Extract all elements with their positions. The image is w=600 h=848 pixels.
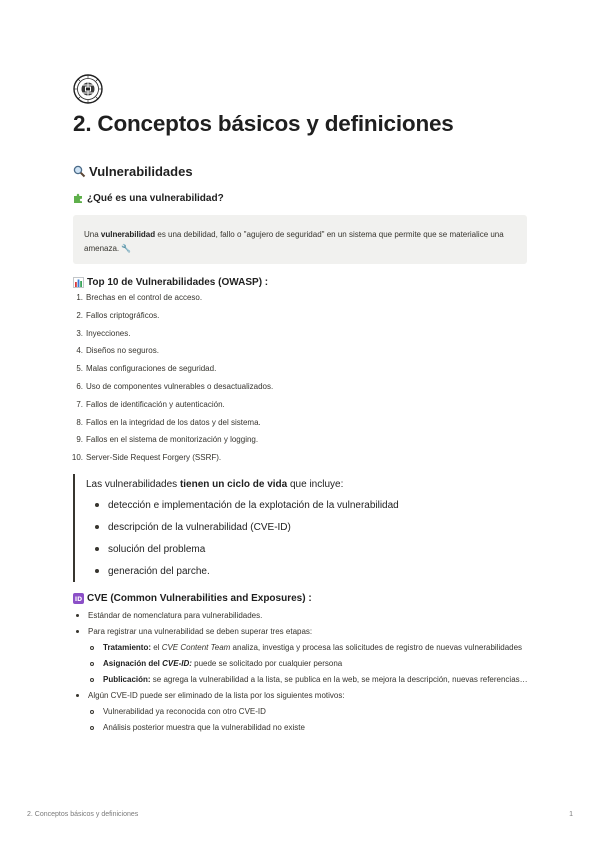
item-text: Diseños no seguros. (86, 346, 159, 356)
bullet-icon (76, 614, 79, 617)
list-item (73, 364, 273, 382)
item-text: descripción de la vulnerabilidad (CVE-ID) (108, 521, 291, 533)
item-number: 4. (76, 346, 83, 356)
heading-que-es (73, 193, 224, 204)
bullet-icon (90, 710, 94, 714)
item-text: generación del parche. (108, 565, 210, 577)
page-title: 2. Conceptos básicos y definiciones (73, 111, 454, 136)
heading-cve (73, 593, 312, 604)
definition-callout (73, 215, 527, 264)
page-footer: 2. Conceptos básicos y definiciones (27, 811, 139, 818)
list-item (87, 642, 533, 654)
owasp-list (73, 293, 273, 471)
item-number: 8. (76, 417, 83, 427)
item-text: Fallos en la integridad de los datos y del sistema. (86, 417, 261, 427)
item-text (103, 642, 522, 654)
callout-prefix: Una (84, 230, 101, 239)
lifecycle-list (86, 494, 473, 582)
list-item (73, 626, 533, 638)
list-item (87, 658, 533, 670)
stage-post: puede se solicitado por cualquier persona (191, 659, 343, 668)
item-text: Algún CVE-ID puede ser eliminado de la lista por los siguientes motivos: (88, 691, 345, 700)
section-heading-text: Vulnerabilidades (89, 164, 193, 179)
list-item (87, 706, 533, 718)
list-item (73, 400, 273, 418)
section-heading-vulnerabilidades (73, 164, 193, 179)
item-number: 9. (76, 435, 83, 445)
item-text: Fallos en el sistema de monitorización y logging. (86, 435, 259, 445)
lead-prefix: Las vulnerabilidades (86, 479, 180, 490)
list-item (73, 453, 273, 471)
item-text: solución del problema (108, 543, 206, 555)
item-number: 1. (76, 293, 83, 302)
item-text: Fallos de identificación y autenticación. (86, 399, 225, 409)
heading-owasp (73, 277, 268, 288)
item-number: 5. (76, 364, 83, 374)
heading-que-es-text: ¿Qué es una vulnerabilidad? (87, 193, 224, 204)
bullet-icon (76, 630, 79, 633)
stage-pre: el (151, 643, 162, 652)
list-item (73, 435, 273, 453)
bullet-icon (76, 694, 79, 697)
item-text: Uso de componentes vulnerables o desactualizados. (86, 381, 274, 391)
heading-owasp-text: Top 10 de Vulnerabilidades (OWASP) : (87, 277, 269, 288)
list-item (86, 560, 473, 582)
list-item (87, 674, 533, 686)
list-item (86, 516, 473, 538)
list-item (87, 722, 533, 734)
puzzle-icon (73, 193, 84, 204)
item-number: 3. (76, 328, 83, 338)
list-item (73, 329, 273, 347)
item-number: 7. (76, 399, 83, 409)
item-text: Estándar de nomenclatura para vulnerabilidades. (88, 611, 263, 620)
item-text: Brechas en el control de acceso. (86, 293, 203, 302)
item-text: Fallos criptográficos. (86, 310, 160, 320)
lifecycle-lead (86, 479, 473, 490)
list-item (73, 311, 273, 329)
list-item (73, 690, 533, 702)
bullet-icon (90, 646, 94, 650)
list-item (73, 418, 273, 436)
lead-bold: tienen un ciclo de vida (179, 479, 288, 490)
stage-post: se agrega la vulnerabilidad a la lista, se publica en la web, se mejora la descripción, nuevas referencias… (150, 675, 528, 684)
item-text: Malas configuraciones de seguridad. (86, 364, 217, 374)
bullet-icon (90, 662, 94, 666)
item-text (103, 658, 342, 670)
lead-suffix: que incluye: (287, 479, 344, 490)
id-badge-icon (73, 593, 84, 604)
stage-label: Tratamiento: (103, 643, 152, 652)
list-item (86, 538, 473, 560)
bullet-icon (90, 678, 94, 682)
bullet-icon (95, 547, 99, 551)
stage-label: Asignación del (103, 659, 163, 668)
item-text (103, 674, 528, 686)
stage-post: analiza, investiga y procesa las solicitudes de registro de nuevas vulnerabilidades (230, 643, 523, 652)
item-text: Inyecciones. (86, 328, 131, 338)
magnifier-icon (73, 165, 86, 178)
stage-ital: CVE Content Team (161, 643, 231, 652)
lifecycle-quote (73, 474, 473, 582)
bullet-icon (95, 525, 99, 529)
stage-label: Publicación: (103, 675, 151, 684)
bullet-icon (95, 503, 99, 507)
list-item (73, 346, 273, 364)
item-text: Análisis posterior muestra que la vulnerabilidad no existe (103, 723, 305, 732)
item-text: Server-Side Request Forgery (SSRF). (86, 453, 222, 463)
item-number: 6. (76, 381, 83, 391)
bullet-icon (90, 726, 94, 730)
bullet-icon (95, 569, 99, 573)
cve-list (73, 610, 533, 738)
stage-label-ital: CVE-ID: (162, 659, 192, 668)
callout-rest: es una debilidad, fallo o "agujero de seguridad" en un sistema que permite que se materialice una amenaza. 🔧 (84, 230, 504, 253)
list-item (73, 382, 273, 400)
list-item (73, 610, 533, 622)
page-number: 1 (569, 811, 573, 818)
callout-bold: vulnerabilidad (100, 230, 156, 239)
item-text: detección e implementación de la explotación de la vulnerabilidad (108, 499, 399, 511)
item-number: 10. (71, 453, 83, 463)
item-number: 2. (76, 310, 83, 320)
heading-cve-text: CVE (Common Vulnerabilities and Exposures) : (87, 593, 312, 604)
svg-text:ID: ID (74, 596, 83, 603)
item-text: Vulnerabilidad ya reconocida con otro CVE-ID (103, 707, 266, 716)
list-item (86, 494, 473, 516)
bar-chart-icon (73, 277, 84, 288)
list-item (73, 293, 273, 311)
item-text: Para registrar una vulnerabilidad se deben superar tres etapas: (88, 627, 313, 636)
university-seal-logo (73, 74, 103, 104)
